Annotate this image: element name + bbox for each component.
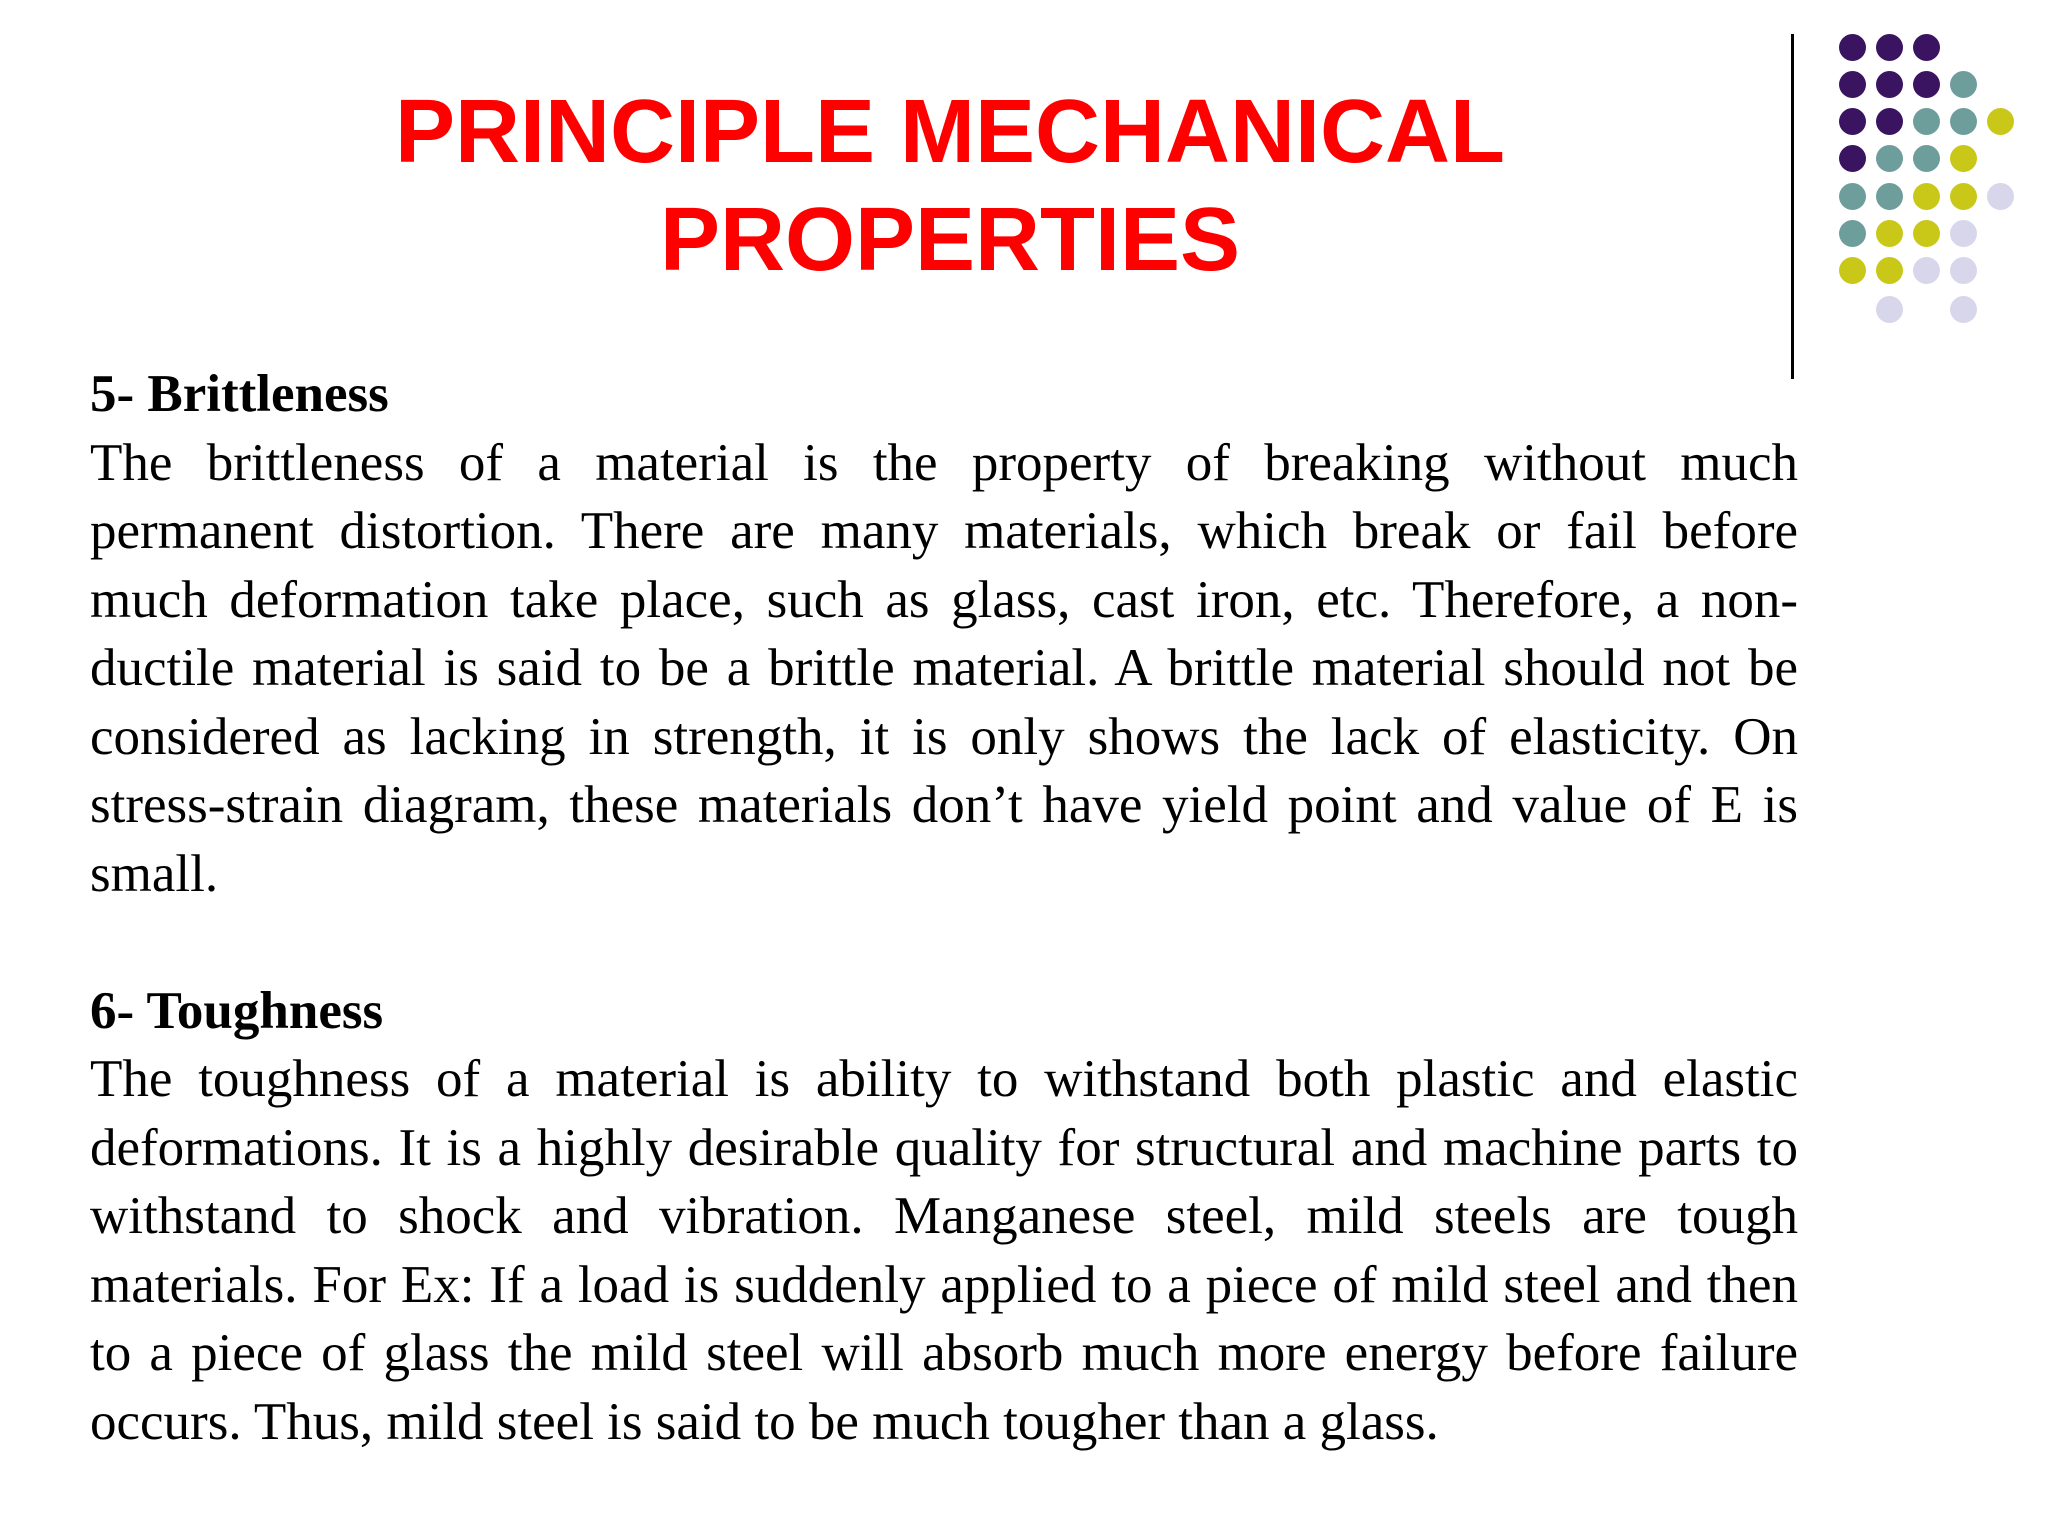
decorative-dot [1950,108,1977,135]
decorative-dot [1950,296,1977,323]
decorative-dot [1913,220,1940,247]
decorative-dot [1876,296,1903,323]
decorative-dot [1950,220,1977,247]
decorative-dot [1913,34,1940,61]
decorative-dot [1839,257,1866,284]
decorative-dot [1876,220,1903,247]
decorative-dot-grid [0,0,2048,400]
decorative-dot [1913,108,1940,135]
section-spacer [90,908,1798,977]
decorative-dot [1987,183,2014,210]
decorative-dot [1913,257,1940,284]
decorative-dot [1950,71,1977,98]
section-body: The brittleness of a material is the property of breaking without much permanent distortion. There are many materials, which break or fail before much deformation take place, such as glass, cast iron, etc. Therefore, a non-ductile material is said to be a brittle material. A brittle material should not be considered as lacking in strength, it is only shows the lack of elasticity. On stress-strain diagram, these materials don’t have yield point and value of E is small. [90,433,1798,903]
decorative-dot [1913,71,1940,98]
decorative-dot [1876,71,1903,98]
section-heading: 5- Brittleness [90,365,389,423]
decorative-dot [1913,183,1940,210]
section-heading: 6- Toughness [90,981,384,1040]
decorative-dot [1950,183,1977,210]
slide-title-line-2: PROPERTIES [659,190,1241,290]
decorative-dot [1950,145,1977,172]
decorative-dot [1876,108,1903,135]
section-body: The toughness of a material is ability to withstand both plastic and elastic deformations. It is a highly desirable quality for structural and machine parts to withstand to shock and vibration. Manganese steel, mild steels are tough materials. For Ex: If a load is suddenly applied to a piece of mild steel and then to a piece of glass the mild steel will absorb much more energy before failure occurs. Thus, mild steel is said to be much tougher than a glass. [90,1050,1798,1451]
decorative-dot [1913,145,1940,172]
slide-title-line-1: PRINCIPLE MECHANICAL [394,82,1505,182]
section-toughness [90,977,1798,1457]
decorative-dot [1839,71,1866,98]
decorative-dot [1876,145,1903,172]
decorative-dot [1839,220,1866,247]
decorative-dot [1950,257,1977,284]
decorative-dot [1876,34,1903,61]
decorative-dot [1839,34,1866,61]
decorative-dot [1876,257,1903,284]
section-brittleness [90,360,1798,908]
decorative-dot [1876,183,1903,210]
decorative-dot [1987,108,2014,135]
slide-content [90,360,1798,1456]
decorative-dot [1839,183,1866,210]
decorative-dot [1839,145,1866,172]
decorative-dot [1839,108,1866,135]
